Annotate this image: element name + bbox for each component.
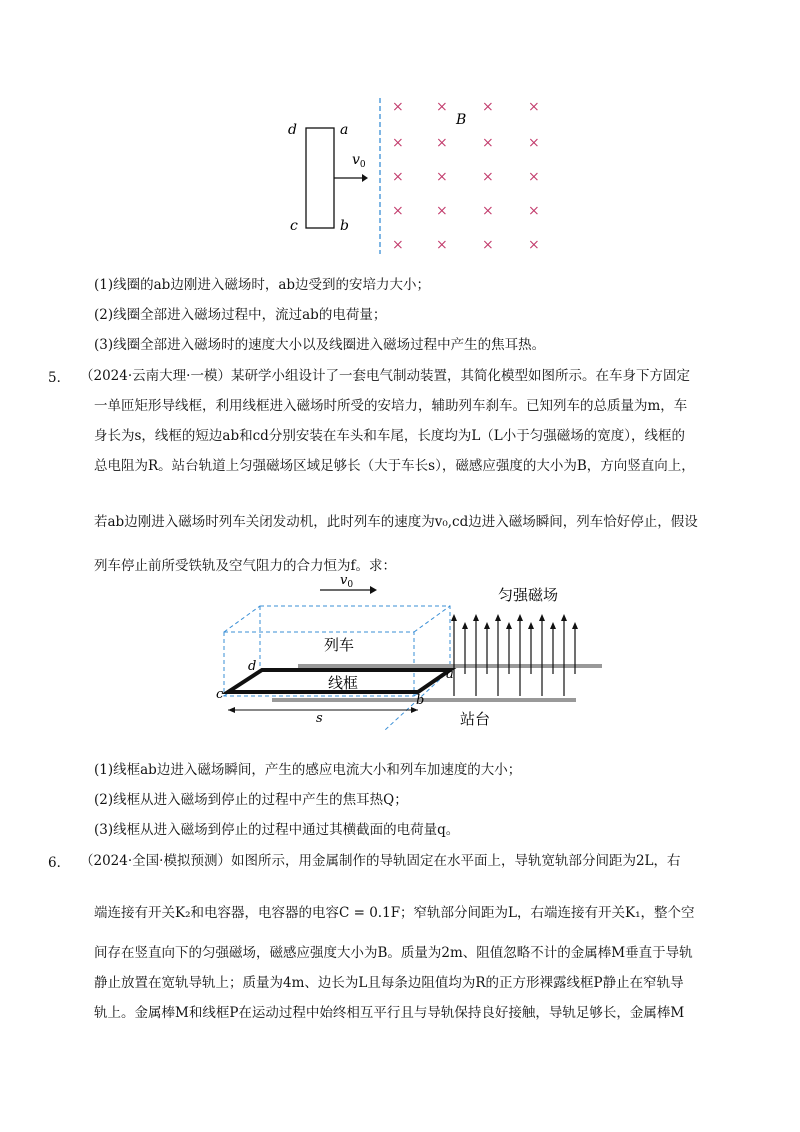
magnetic-field-arrows — [451, 614, 578, 696]
coil-rectangle — [306, 128, 334, 228]
label-a: a — [340, 122, 349, 138]
q6-line4: 静止放置在宽轨导轨上；质量为4m、边长为L且每条边阻值均为R的正方形裸露线框P静止在窄轨导 — [94, 975, 684, 991]
field-x-mark: × — [392, 135, 404, 151]
field-label-B: B — [456, 112, 467, 128]
field-x-mark: × — [528, 169, 540, 185]
field-x-mark: × — [392, 169, 404, 185]
field-x-mark: × — [528, 99, 540, 115]
q6-number: 6． — [48, 855, 71, 871]
q5-line4: 总电阻为R。站台轨道上匀强磁场区域足够长（大于车长s），磁感应强度的大小为B，方向竖直向上， — [94, 458, 695, 474]
q4-sub1: (1)线圈的ab边刚进入磁场时，ab边受到的安培力大小； — [94, 277, 431, 293]
label-d: d — [288, 122, 297, 138]
field-arrow-head — [561, 614, 567, 621]
length-s-left-arrowhead — [228, 707, 235, 713]
frame-label: 线框 — [328, 674, 359, 692]
q5-sub2: (2)线框从进入磁场到停止的过程中产生的焦耳热Q； — [94, 792, 408, 808]
train-velocity-label: $v_0$ — [340, 573, 354, 590]
q5-number: 5． — [48, 370, 71, 386]
field-x-mark: × — [392, 99, 404, 115]
corner-b: b — [416, 693, 425, 708]
q6-line1: （2024·全国·模拟预测）如图所示，用金属制作的导轨固定在水平面上，导轨宽轨部分间距为2L，右 — [80, 853, 681, 869]
field-x-mark: × — [392, 237, 404, 253]
field-x-mark: × — [482, 135, 494, 151]
length-s-label: s — [316, 711, 323, 726]
field-x-mark: × — [482, 169, 494, 185]
field-x-mark: × — [392, 203, 404, 219]
field-x-mark: × — [436, 135, 448, 151]
field-x-mark: × — [482, 203, 494, 219]
label-b: b — [340, 218, 349, 234]
q5-line3: 身长为s，线框的短边ab和cd分别安装在车头和车尾，长度均为L（L小于匀强磁场的宽度），线框的 — [94, 428, 685, 444]
field-x-mark: × — [436, 99, 448, 115]
field-x-mark: × — [436, 237, 448, 253]
field-arrow-head — [528, 622, 534, 629]
field-arrow-head — [451, 614, 457, 621]
field-arrow-head — [462, 622, 468, 629]
q5-line5: 若ab边刚进入磁场时列车关闭发动机，此时列车的速度为v₀,cd边进入磁场瞬间，列车恰好停止，假设 — [94, 514, 698, 530]
field-arrow-head — [550, 622, 556, 629]
q6-line5: 轨上。金属棒M和线框P在运动过程中始终相互平行且与导轨保持良好接触，导轨足够长，金属棒M — [94, 1005, 685, 1021]
field-x-mark: × — [528, 203, 540, 219]
train-label: 列车 — [324, 636, 355, 654]
field-arrow-head — [517, 614, 523, 621]
q5-sub3: (3)线框从进入磁场到停止的过程中通过其横截面的电荷量q。 — [94, 822, 460, 838]
field-x-mark: × — [528, 135, 540, 151]
corner-d: d — [248, 659, 257, 674]
field-x-mark: × — [436, 169, 448, 185]
label-c: c — [290, 218, 298, 234]
corner-c: c — [216, 687, 224, 702]
field-x-mark: × — [528, 237, 540, 253]
field-x-mark: × — [436, 203, 448, 219]
field-x-mark: × — [482, 99, 494, 115]
train-braking-figure — [210, 570, 610, 730]
q5-line6: 列车停止前所受铁轨及空气阻力的合力恒为f。求： — [94, 558, 396, 574]
field-arrow-head — [539, 614, 545, 621]
q5-line2: 一单匝矩形导线框，利用线框进入磁场时所受的安培力，辅助列车刹车。已知列车的总质量为m，车 — [94, 398, 688, 414]
q6-line2: 端连接有开关K₂和电容器，电容器的电容C = 0.1F；窄轨部分间距为L，右端连接有开关K₁，整个空 — [94, 905, 695, 921]
velocity-label: $v_0$ — [352, 152, 366, 170]
field-label: 匀强磁场 — [498, 586, 559, 604]
velocity-arrowhead — [362, 174, 368, 182]
field-arrow-head — [506, 622, 512, 629]
q4-sub3: (3)线圈全部进入磁场时的速度大小以及线圈进入磁场过程中产生的焦耳热。 — [94, 337, 546, 353]
field-arrow-head — [495, 614, 501, 621]
q5-sub1: (1)线框ab边进入磁场瞬间，产生的感应电流大小和列车加速度的大小； — [94, 762, 522, 778]
field-arrow-head — [484, 622, 490, 629]
corner-a: a — [446, 667, 454, 682]
q4-sub2: (2)线圈全部进入磁场过程中，流过ab的电荷量； — [94, 307, 387, 323]
field-arrow-head — [572, 622, 578, 629]
field-arrow-head — [473, 614, 479, 621]
train-velocity-arrowhead — [370, 586, 377, 594]
q5-line1: （2024·云南大理·一模）某研学小组设计了一套电气制动装置，其简化模型如图所示。在车身下方固定 — [80, 368, 690, 384]
field-x-mark: × — [482, 237, 494, 253]
q6-line3: 间存在竖直向下的匀强磁场，磁感应强度大小为B。质量为2m、阻值忽略不计的金属棒M垂直于导轨 — [94, 945, 693, 961]
platform-label: 站台 — [460, 710, 491, 728]
coil-magnetic-field-figure — [270, 92, 550, 262]
